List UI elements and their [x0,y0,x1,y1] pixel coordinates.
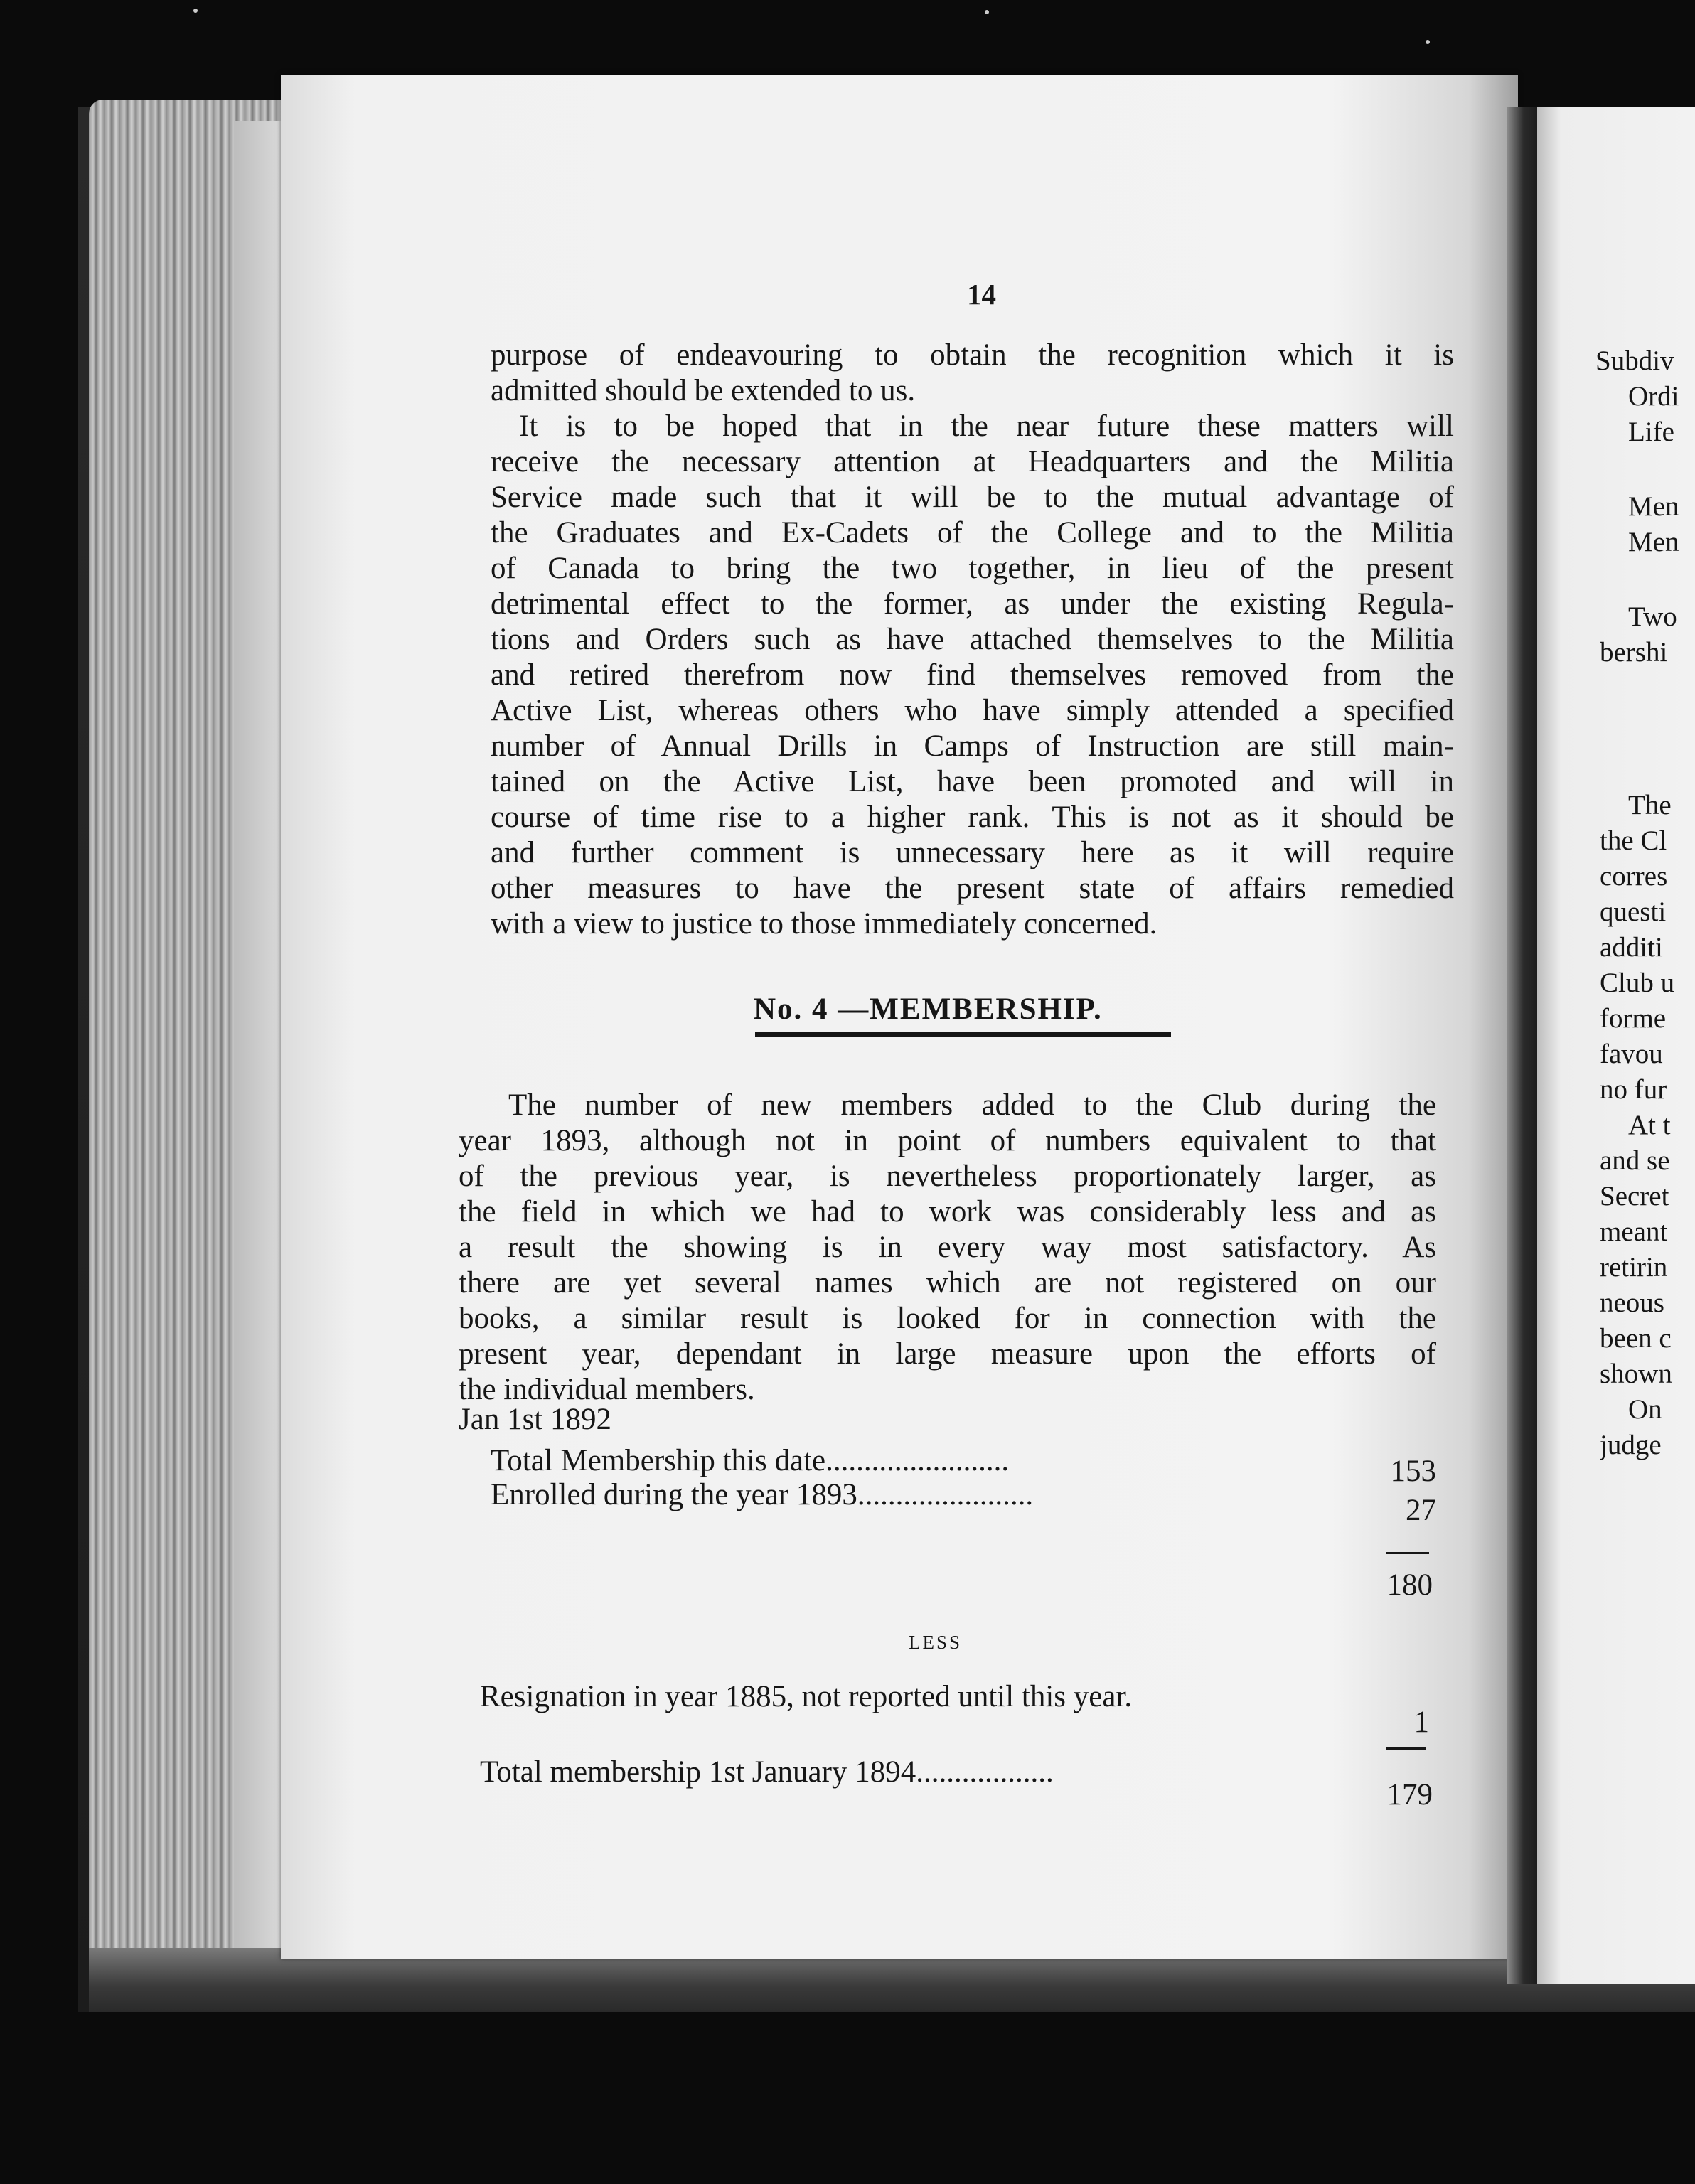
facing-page-fragment: no fur [1600,1074,1667,1105]
paragraph-2-line: and retired therefrom now find themselves removed from the [491,658,1454,692]
less-label: LESS [909,1632,963,1653]
facing-page-fragment: The [1628,790,1672,820]
paragraph-3-line: there are yet several names which are not registered on our [459,1266,1436,1300]
subtotal-rule [1386,1552,1429,1554]
paragraph-2-line: tions and Orders such as have attached themselves to the Militia [491,623,1454,656]
facing-page-fragment: judge [1600,1430,1662,1460]
paragraph-3-line: the field in which we had to work was considerably less and as [459,1195,1436,1228]
facing-page-fragment: On [1628,1394,1662,1425]
paragraph-3-line: of the previous year, is nevertheless proportionately larger, as [459,1160,1436,1193]
paragraph-2-line: other measures to have the present state of affairs remedied [491,872,1454,905]
paragraph-2-line: the Graduates and Ex-Cadets of the College and to the Militia [491,516,1454,550]
paragraph-2-line: and further comment is unnecessary here as it will require [491,836,1454,869]
facing-page-fragment: corres [1600,861,1668,892]
paragraph-3-line: The number of new members added to the Club during the [508,1088,1436,1122]
facing-page-fragment: questi [1600,896,1667,927]
ledger-total-value: 153 [1390,1455,1436,1488]
facing-page-fragment: Club u [1600,968,1675,998]
paragraph-2-line: course of time rise to a higher rank. This is not as it should be [491,801,1454,834]
paragraph-3-line: the individual members. [459,1373,755,1406]
ledger-subtotal: 180 [1386,1568,1433,1602]
facing-page-fragment: additi [1600,932,1663,963]
paragraph-2-line: Service made such that it will be to the mutual advantage of [491,481,1454,514]
paragraph-3-line: a result the showing is in every way most satisfactory. As [459,1231,1436,1264]
ledger-final-row [480,1755,1054,1789]
paragraph-1-line: admitted should be extended to us. [491,374,916,407]
ledger-final-value: 179 [1386,1778,1433,1811]
paragraph-2-line: It is to be hoped that in the near future these matters will [519,410,1454,443]
ledger-enrolled-leader: ....................... [857,1478,1034,1511]
paragraph-2-line: tained on the Active List, have been promoted and will in [491,765,1454,798]
facing-page-fragment: favou [1600,1039,1663,1069]
ledger-final-leader: .................. [916,1755,1054,1789]
facing-page-fragment: At t [1628,1110,1671,1140]
facing-page-fragment: meant [1600,1216,1668,1247]
ledger-enrolled-value: 27 [1406,1494,1436,1527]
ledger-final-label: Total membership 1st January 1894 [480,1755,916,1789]
paragraph-3-line: year 1893, although not in point of numbers equivalent to that [459,1124,1436,1157]
facing-page-fragment: retirin [1600,1252,1668,1283]
ledger-resignation-value: 1 [1413,1706,1429,1739]
ledger-total-label: Total Membership this date [491,1444,826,1477]
paragraph-2-line: receive the necessary attention at Headquarters and the Militia [491,445,1454,478]
scan-speck [985,10,989,14]
page-number: 14 [967,278,996,311]
facing-page-fragment: Two [1628,601,1677,632]
paragraph-2-line: of Canada to bring the two together, in lieu of the present [491,552,1454,585]
facing-page-fragment: shown [1600,1359,1672,1389]
facing-page-fragment: neous [1600,1288,1664,1318]
facing-page-fragment: Men [1628,527,1679,557]
ledger-enrolled-label: Enrolled during the year 1893 [491,1478,857,1511]
facing-page-fragment: Subdiv [1595,346,1674,376]
book-gutter [1507,107,1540,1984]
paragraph-3-line: present year, dependant in large measure upon the efforts of [459,1337,1436,1371]
scan-speck [193,9,198,13]
ledger-total-row [491,1443,1009,1478]
facing-page-fragment: Secret [1600,1181,1669,1211]
paragraph-2-line: detrimental effect to the former, as under the existing Regula- [491,587,1454,621]
ledger-resignation-label: Resignation in year 1885, not reported until this year. [480,1680,1133,1713]
facing-page-fragment: and se [1600,1145,1670,1176]
paragraph-2-line: with a view to justice to those immediately concerned. [491,907,1157,941]
paragraph-2-line: Active List, whereas others who have simply attended a specified [491,694,1454,727]
paragraph-1-line: purpose of endeavouring to obtain the recognition which it is [491,338,1454,372]
ledger-date: Jan 1st 1892 [459,1403,611,1436]
final-rule [1386,1747,1426,1750]
scan-speck [1426,40,1430,44]
facing-page-fragment: Life [1628,417,1674,447]
facing-page-fragment: been c [1600,1323,1672,1354]
ledger-total-leader: ........................ [825,1444,1010,1477]
facing-page-fragment: the Cl [1600,825,1667,856]
ledger-enrolled-row [491,1477,1033,1512]
heading-underline [755,1032,1171,1037]
facing-page-fragment: Men [1628,491,1679,522]
facing-page-fragment: forme [1600,1003,1667,1034]
facing-page-fragment: bershi [1600,637,1668,668]
paragraph-3-line: books, a similar result is looked for in connection with the [459,1302,1436,1335]
section-heading: No. 4 —MEMBERSHIP. [754,992,1103,1026]
paragraph-2-line: number of Annual Drills in Camps of Instruction are still main- [491,729,1454,763]
facing-page-fragment: Ordi [1628,381,1679,412]
